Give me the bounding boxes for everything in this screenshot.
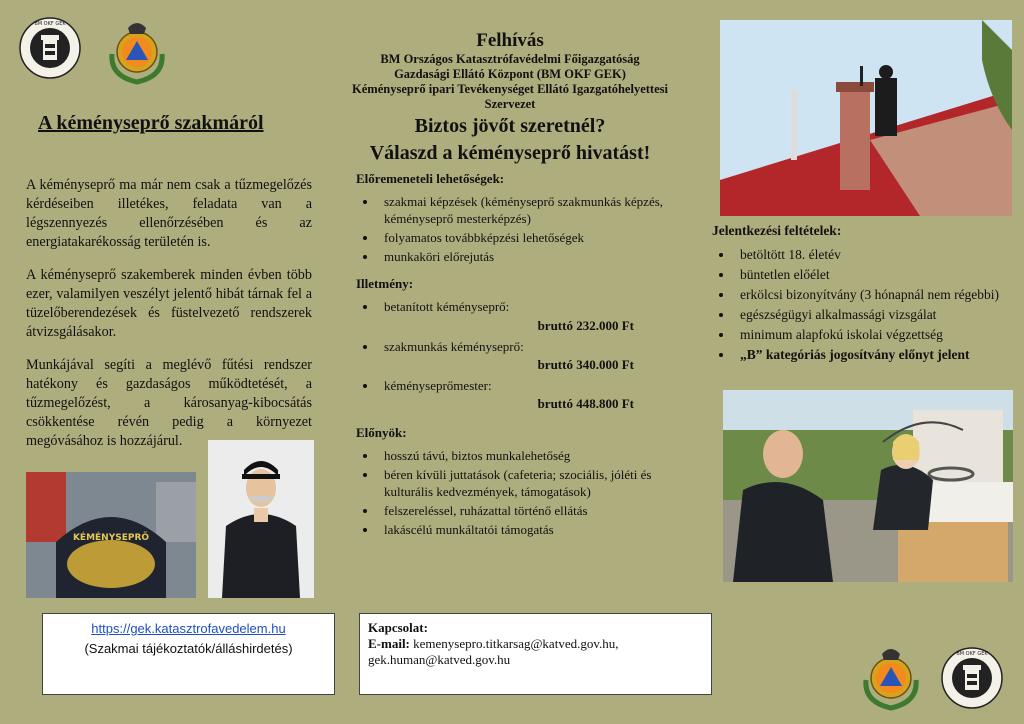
list-item: • felszereléssel, ruházattal történő ellátás	[378, 502, 678, 519]
headline-2: Válaszd a kéményseprő hivatást!	[369, 142, 651, 164]
org-line: Gazdasági Ellátó Központ (BM OKF GEK)	[394, 67, 626, 81]
okf-gek-logo	[940, 646, 1004, 710]
website-box	[42, 613, 335, 695]
left-paragraph: Munkájával segíti a meglévő fűtési rendszer hatékony és gazdaságos működtetését, a tűzmegelőzést, a károsanyag-kibocsátás csökkentése révén pedig a környezet megóvásához is hozzájárul.	[26, 357, 312, 449]
salary-title: Illetmény:	[356, 276, 414, 291]
center-body	[356, 170, 678, 548]
benefits-title: Előnyök:	[356, 425, 407, 440]
list-item: • „B” kategóriás jogosítvány előnyt jelent	[734, 346, 1012, 364]
felhivas-title: Felhívás	[476, 30, 544, 51]
org-line: Szervezet	[484, 97, 536, 111]
list-item: • büntetlen előélet	[734, 266, 1012, 284]
advancement-list	[356, 193, 678, 265]
benefits-list	[356, 447, 678, 538]
left-paragraph: A kéményseprő ma már nem csak a tűzmegelőzés kérdéseiben illetékes, feladata van a légszennyezés ellenőrzésében és az energiatakarékosság területén is.	[26, 177, 312, 250]
salary-role: • betanított kéményseprő:	[378, 298, 678, 315]
email-address-1[interactable]: kemenysepro.titkarsag@katved.gov.hu,	[413, 636, 619, 651]
katasztrofavedelem-emblem	[856, 640, 926, 712]
contact-title: Kapcsolat:	[368, 620, 428, 635]
advancement-title: Előremeneteli lehetőségek:	[356, 171, 505, 186]
list-item: • munkaköri előrejutás	[378, 248, 678, 265]
org-line: BM Országos Katasztrófavédelmi Főigazgatóság	[380, 52, 640, 66]
salary-role: • kéményseprőmester:	[378, 377, 678, 394]
svg-text:BM OKF GEK: BM OKF GEK	[956, 651, 988, 657]
list-item: • szakmai képzések (kéményseprő szakmunkás képzés, kéményseprő mesterképzés)	[378, 193, 678, 227]
salary-role: • szakmunkás kéményseprő:	[378, 338, 678, 355]
requirements-list	[712, 246, 1012, 364]
svg-text:BM OKF GEK: BM OKF GEK	[34, 21, 66, 27]
list-item: • egészségügyi alkalmassági vizsgálat	[734, 306, 1012, 324]
photo-roof	[720, 20, 1012, 216]
website-link[interactable]: https://gek.katasztrofavedelem.hu	[91, 621, 286, 636]
salary-list	[356, 338, 678, 355]
salary-list	[356, 377, 678, 394]
list-item: • betöltött 18. életév	[734, 246, 1012, 264]
salary-list	[356, 298, 678, 315]
photo-chimney-team	[723, 390, 1013, 582]
left-text	[26, 176, 312, 465]
photo-sweep-portrait	[208, 440, 314, 598]
list-item: • béren kívüli juttatások (cafeteria; szociális, jóléti és kulturális kedvezmények, támogatások)	[378, 466, 678, 500]
website-note: (Szakmai tájékoztatók/álláshirdetés)	[84, 641, 293, 656]
contact-box	[359, 613, 712, 695]
photo-sweep-back	[26, 472, 196, 598]
org-line: Kéményseprő ipari Tevékenységet Ellátó Igazgatóhelyettesi	[352, 82, 668, 96]
salary-amount: bruttó 232.000 Ft	[537, 318, 634, 333]
center-header	[340, 30, 680, 166]
katasztrofavedelem-emblem	[102, 14, 172, 86]
email-label: E-mail:	[368, 636, 410, 651]
left-title: A kéményseprő szakmáról	[38, 112, 264, 134]
salary-amount: bruttó 448.800 Ft	[537, 396, 634, 411]
headline-1: Biztos jövőt szeretnél?	[414, 115, 606, 137]
left-paragraph: A kéményseprő szakemberek minden évben több ezer, valamilyen veszélyt jelentő hibát tárnak fel a tüzelőberendezések és füstelvezető rendszerek átvizsgálásakor.	[26, 267, 312, 340]
salary-amount: bruttó 340.000 Ft	[537, 357, 634, 372]
list-item: • minimum alapfokú iskolai végzettség	[734, 326, 1012, 344]
right-body	[712, 222, 1012, 374]
list-item: • erkölcsi bizonyítvány (3 hónapnál nem régebbi)	[734, 286, 1012, 304]
list-item: • folyamatos továbbképzési lehetőségek	[378, 229, 678, 246]
list-item: • lakáscélú munkáltatói támogatás	[378, 521, 678, 538]
jacket-text: KÉMÉNYSEPRŐ	[72, 533, 150, 543]
list-item: • hosszú távú, biztos munkalehetőség	[378, 447, 678, 464]
email-address-2[interactable]: gek.human@katved.gov.hu	[368, 652, 511, 667]
requirements-title: Jelentkezési feltételek:	[712, 223, 842, 238]
okf-gek-logo	[18, 16, 82, 80]
